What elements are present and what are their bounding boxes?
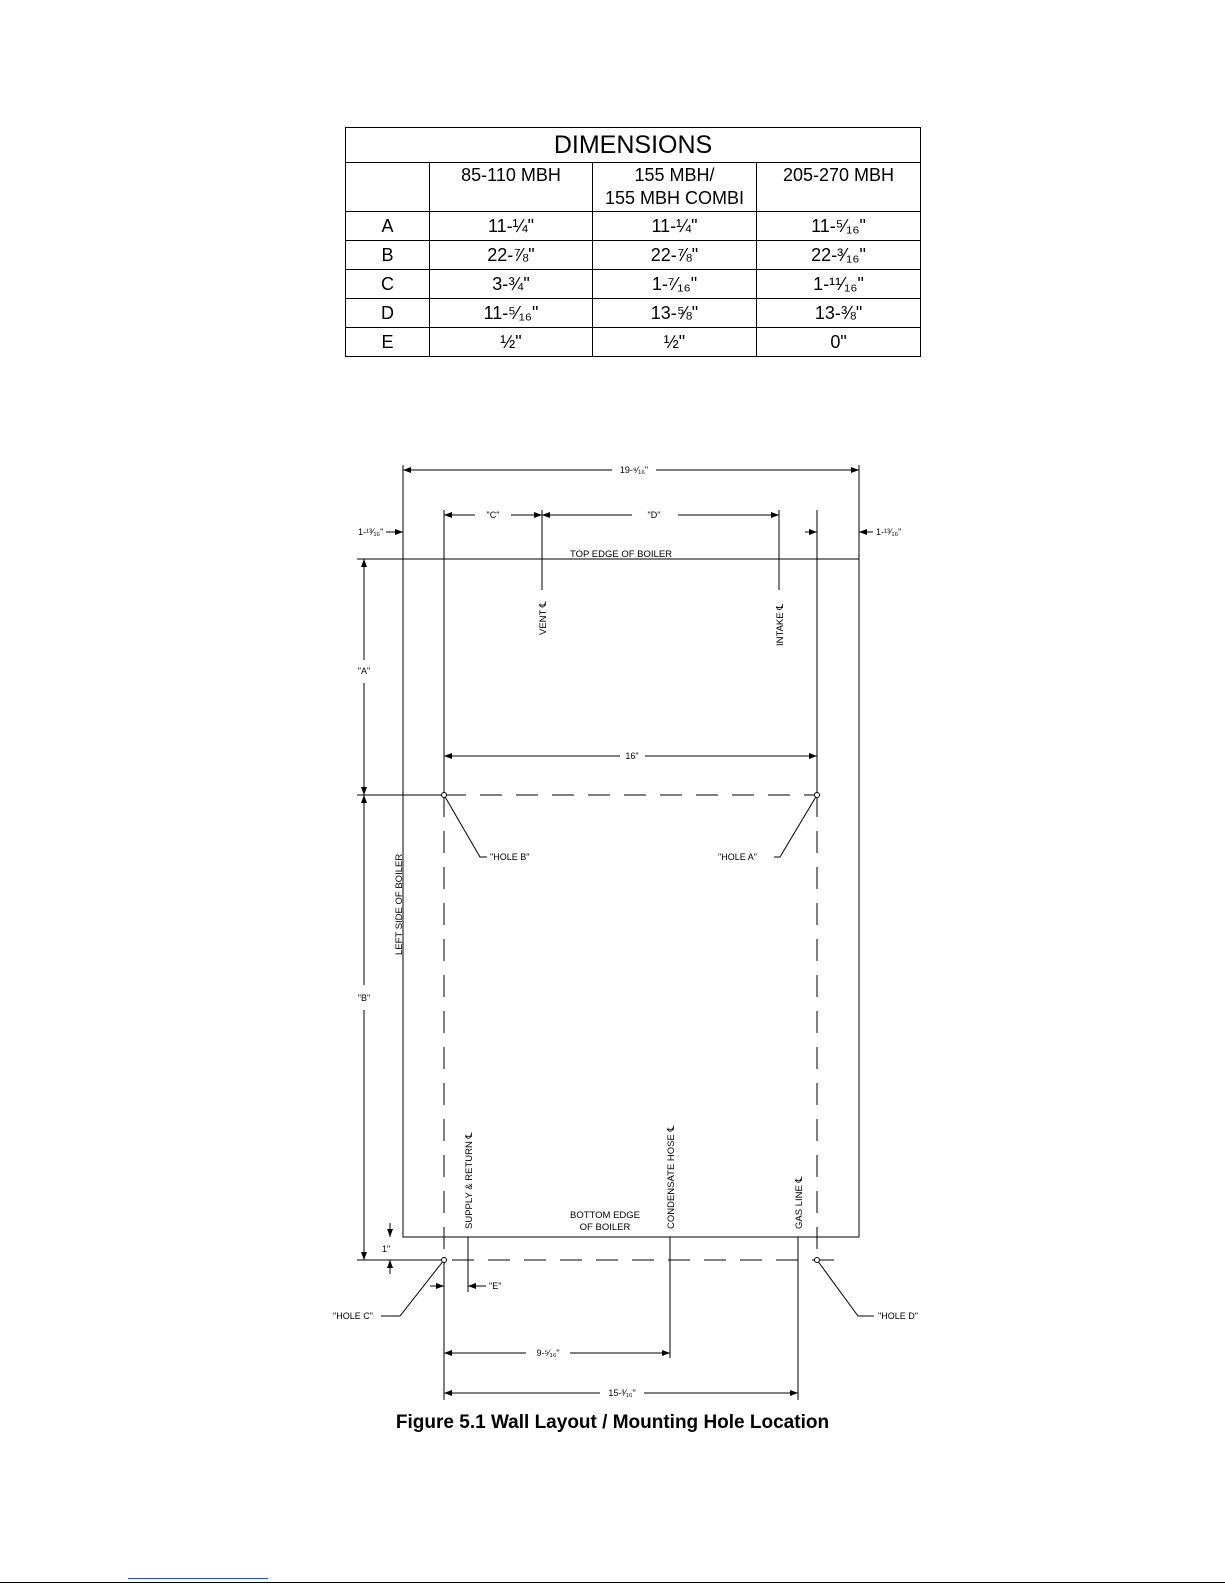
row-label: A <box>346 212 430 241</box>
cell-value: 11-⁵⁄₁₆" <box>430 299 593 328</box>
bottom-edge-label-2: OF BOILER <box>579 1222 631 1233</box>
cell-value: 11-¼" <box>430 212 593 241</box>
cell-value: 0" <box>757 328 921 357</box>
table-header-205-270: 205-270 MBH <box>757 163 921 212</box>
hole-d-leader <box>817 1260 874 1316</box>
bottom-edge-label-1: BOTTOM EDGE <box>569 1210 641 1221</box>
hole-c-label: "HOLE C" <box>333 1311 373 1321</box>
dim-condensate-label: 9-⁵⁄₁₆" <box>536 1348 560 1358</box>
table-header-155-line2: 155 MBH COMBI <box>604 188 745 208</box>
hole-b-label: "HOLE B" <box>490 852 530 862</box>
cell-value: 22-³⁄₁₆" <box>757 241 921 270</box>
table-header-85-110: 85-110 MBH <box>430 163 593 212</box>
table-header-155-line1: 155 MBH/ <box>634 165 715 185</box>
cell-value: 11-⁵⁄₁₆" <box>757 212 921 241</box>
hole-d-marker <box>815 1258 820 1263</box>
dim-d-label: "D" <box>647 510 661 520</box>
cell-value: 11-¼" <box>593 212 757 241</box>
row-label: E <box>346 328 430 357</box>
condensate-label: CONDENSATE HOSE ℄ <box>666 1125 677 1229</box>
hole-b-marker <box>442 793 447 798</box>
left-side-label: LEFT SIDE OF BOILER <box>394 853 405 955</box>
cell-value: 1-⁷⁄₁₆" <box>593 270 757 299</box>
footer-link-underline <box>128 1578 268 1579</box>
vent-label: VENT ℄ <box>538 601 549 635</box>
cell-value: 13-⅜" <box>757 299 921 328</box>
dim-e-label: "E" <box>489 1281 502 1291</box>
left-offset-label: 1-¹³⁄₁₆" <box>358 527 384 537</box>
hole-spacing-label: 16" <box>625 751 639 761</box>
hole-c-marker <box>442 1258 447 1263</box>
figure-caption: Figure 5.1 Wall Layout / Mounting Hole Location <box>395 1412 830 1433</box>
cell-value: ½" <box>430 328 593 357</box>
cell-value: 1-¹¹⁄₁₆" <box>757 270 921 299</box>
dim-b-label: "B" <box>357 993 371 1003</box>
right-offset-label: 1-¹³⁄₁₆" <box>876 527 902 537</box>
one-inch-label: 1" <box>382 1244 391 1254</box>
cell-value: 3-¾" <box>430 270 593 299</box>
hole-b-leader <box>444 795 487 857</box>
overall-width-label: 19-⁹⁄₁₆" <box>619 465 649 475</box>
row-label: D <box>346 299 430 328</box>
gas-line-label: GAS LINE ℄ <box>794 1176 805 1229</box>
hole-a-leader <box>774 795 817 857</box>
hole-d-label: "HOLE D" <box>878 1311 918 1321</box>
hole-a-label: "HOLE A" <box>718 852 757 862</box>
hole-a-marker <box>815 793 820 798</box>
cell-value: 22-⅞" <box>593 241 757 270</box>
intake-label: INTAKE ℄ <box>775 603 786 646</box>
dim-gas-label: 15-³⁄₁₆" <box>608 1388 636 1398</box>
row-label: C <box>346 270 430 299</box>
supply-return-label: SUPPLY & RETURN ℄ <box>464 1132 475 1229</box>
dim-a-label: "A" <box>357 666 371 676</box>
row-label: B <box>346 241 430 270</box>
dim-c-label: "C" <box>486 510 500 520</box>
cell-value: 22-⅞" <box>430 241 593 270</box>
top-edge-label: TOP EDGE OF BOILER <box>569 549 673 560</box>
cell-value: ½" <box>593 328 757 357</box>
footer-rule <box>0 1582 1225 1583</box>
table-title: DIMENSIONS <box>346 128 921 163</box>
cell-value: 13-⅝" <box>593 299 757 328</box>
